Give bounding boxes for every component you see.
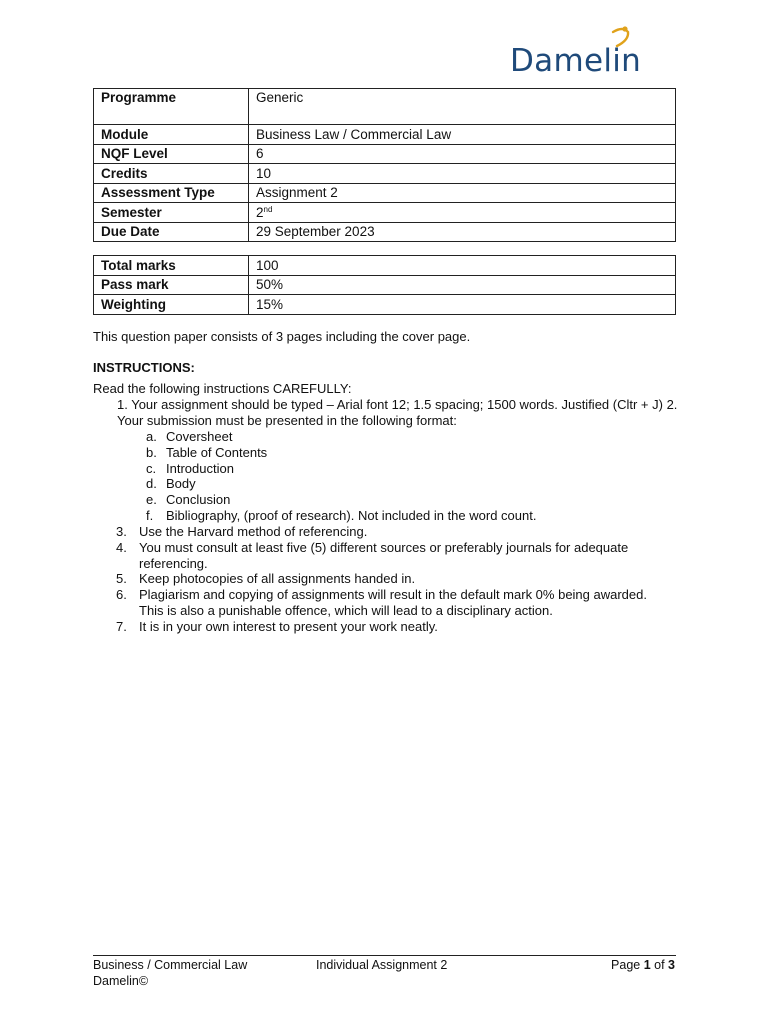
pass-mark-label: Pass mark <box>94 275 249 295</box>
item-text: Keep photocopies of all assignments handed in. <box>139 571 416 587</box>
table-row <box>94 295 676 315</box>
weighting-label: Weighting <box>94 295 249 315</box>
pages-note: This question paper consists of 3 pages including the cover page. <box>93 329 471 344</box>
semester-value: 2 <box>256 204 264 220</box>
table-row <box>94 222 676 242</box>
semester-suffix: nd <box>263 204 273 214</box>
format-letter: c. <box>146 460 157 476</box>
table-row <box>94 125 676 145</box>
list-item <box>146 508 536 524</box>
item-number: 3. <box>116 524 127 539</box>
item-text-cont: This is also a punishable offence, which will lead to a disciplinary action. <box>139 602 553 618</box>
nqf-level-value: 6 <box>249 144 676 164</box>
page-of: of <box>650 958 669 972</box>
format-text: Table of Contents <box>166 444 268 460</box>
due-date-label: Due Date <box>94 222 249 242</box>
credits-value: 10 <box>249 164 676 184</box>
format-letter: b. <box>146 444 157 460</box>
table-row <box>94 164 676 184</box>
credits-label: Credits <box>94 164 249 184</box>
instructions-intro: Read the following instructions CAREFULLY: <box>93 381 352 396</box>
item-number: 5. <box>116 571 127 587</box>
marks-table <box>93 255 676 315</box>
total-marks-value: 100 <box>249 256 676 276</box>
item-text: It is in your own interest to present your work neatly. <box>139 618 438 634</box>
list-item <box>116 540 676 572</box>
weighting-value: 15% <box>249 295 676 315</box>
footer-assignment: Individual Assignment 2 <box>316 958 448 972</box>
module-value: Business Law / Commercial Law <box>249 125 676 145</box>
assessment-type-label: Assessment Type <box>94 183 249 203</box>
list-item <box>116 524 676 540</box>
list-item <box>116 571 676 587</box>
footer-page-number <box>611 958 675 973</box>
list-item <box>116 587 676 619</box>
semester-cell <box>249 203 676 223</box>
table-row <box>94 144 676 164</box>
table-row <box>94 89 676 125</box>
programme-value: Generic <box>249 89 676 125</box>
format-list <box>146 429 536 524</box>
list-item <box>146 461 536 477</box>
instruction-item-1-format: Your submission must be presented in the following format: <box>117 413 457 428</box>
table-row <box>94 256 676 276</box>
item-number: 7. <box>116 618 127 634</box>
item-text: You must consult at least five (5) different sources or preferably journals for adequate <box>139 539 629 555</box>
footer-divider <box>93 955 676 956</box>
nqf-level-label: NQF Level <box>94 144 249 164</box>
due-date-value: 29 September 2023 <box>249 222 676 242</box>
format-text: Conclusion <box>166 492 231 508</box>
item-text-cont: referencing. <box>139 555 208 571</box>
footer-module: Business / Commercial Law <box>93 958 248 972</box>
list-item <box>146 429 536 445</box>
programme-label: Programme <box>94 89 249 125</box>
format-text: Bibliography, (proof of research). Not included in the word count. <box>166 507 537 523</box>
list-item <box>116 619 676 635</box>
format-letter: a. <box>146 429 157 444</box>
page-total: 3 <box>668 958 675 972</box>
table-row <box>94 275 676 295</box>
instruction-item-1: 1. Your assignment should be typed – Arial font 12; 1.5 spacing; 1500 words. Justified (Cltr + J) 2. <box>117 397 678 412</box>
page-current: 1 <box>643 958 651 972</box>
item-number: 6. <box>116 587 127 603</box>
module-label: Module <box>94 125 249 145</box>
list-item <box>146 476 536 492</box>
total-marks-label: Total marks <box>94 256 249 276</box>
logo-wordmark: Damelin <box>510 43 642 79</box>
damelin-logo <box>505 24 665 80</box>
assessment-type-value: Assignment 2 <box>249 183 676 203</box>
list-item <box>146 492 536 508</box>
format-letter: e. <box>146 492 157 508</box>
instructions-heading: INSTRUCTIONS: <box>93 360 195 375</box>
format-text: Body <box>166 476 196 492</box>
table-row <box>94 183 676 203</box>
footer-company: Damelin© <box>93 974 149 988</box>
format-text: Coversheet <box>166 429 233 444</box>
item-text: Use the Harvard method of referencing. <box>139 524 368 539</box>
format-text: Introduction <box>166 460 234 476</box>
module-info-table <box>93 88 676 242</box>
semester-label: Semester <box>94 203 249 223</box>
list-item <box>146 445 536 461</box>
page-prefix: Page <box>611 958 644 972</box>
item-number: 4. <box>116 539 127 555</box>
instruction-list <box>116 524 676 635</box>
item-text: Plagiarism and copying of assignments will result in the default mark 0% being awarded. <box>139 587 647 603</box>
format-letter: d. <box>146 476 157 492</box>
table-row <box>94 203 676 223</box>
format-letter: f. <box>146 507 154 523</box>
pass-mark-value: 50% <box>249 275 676 295</box>
